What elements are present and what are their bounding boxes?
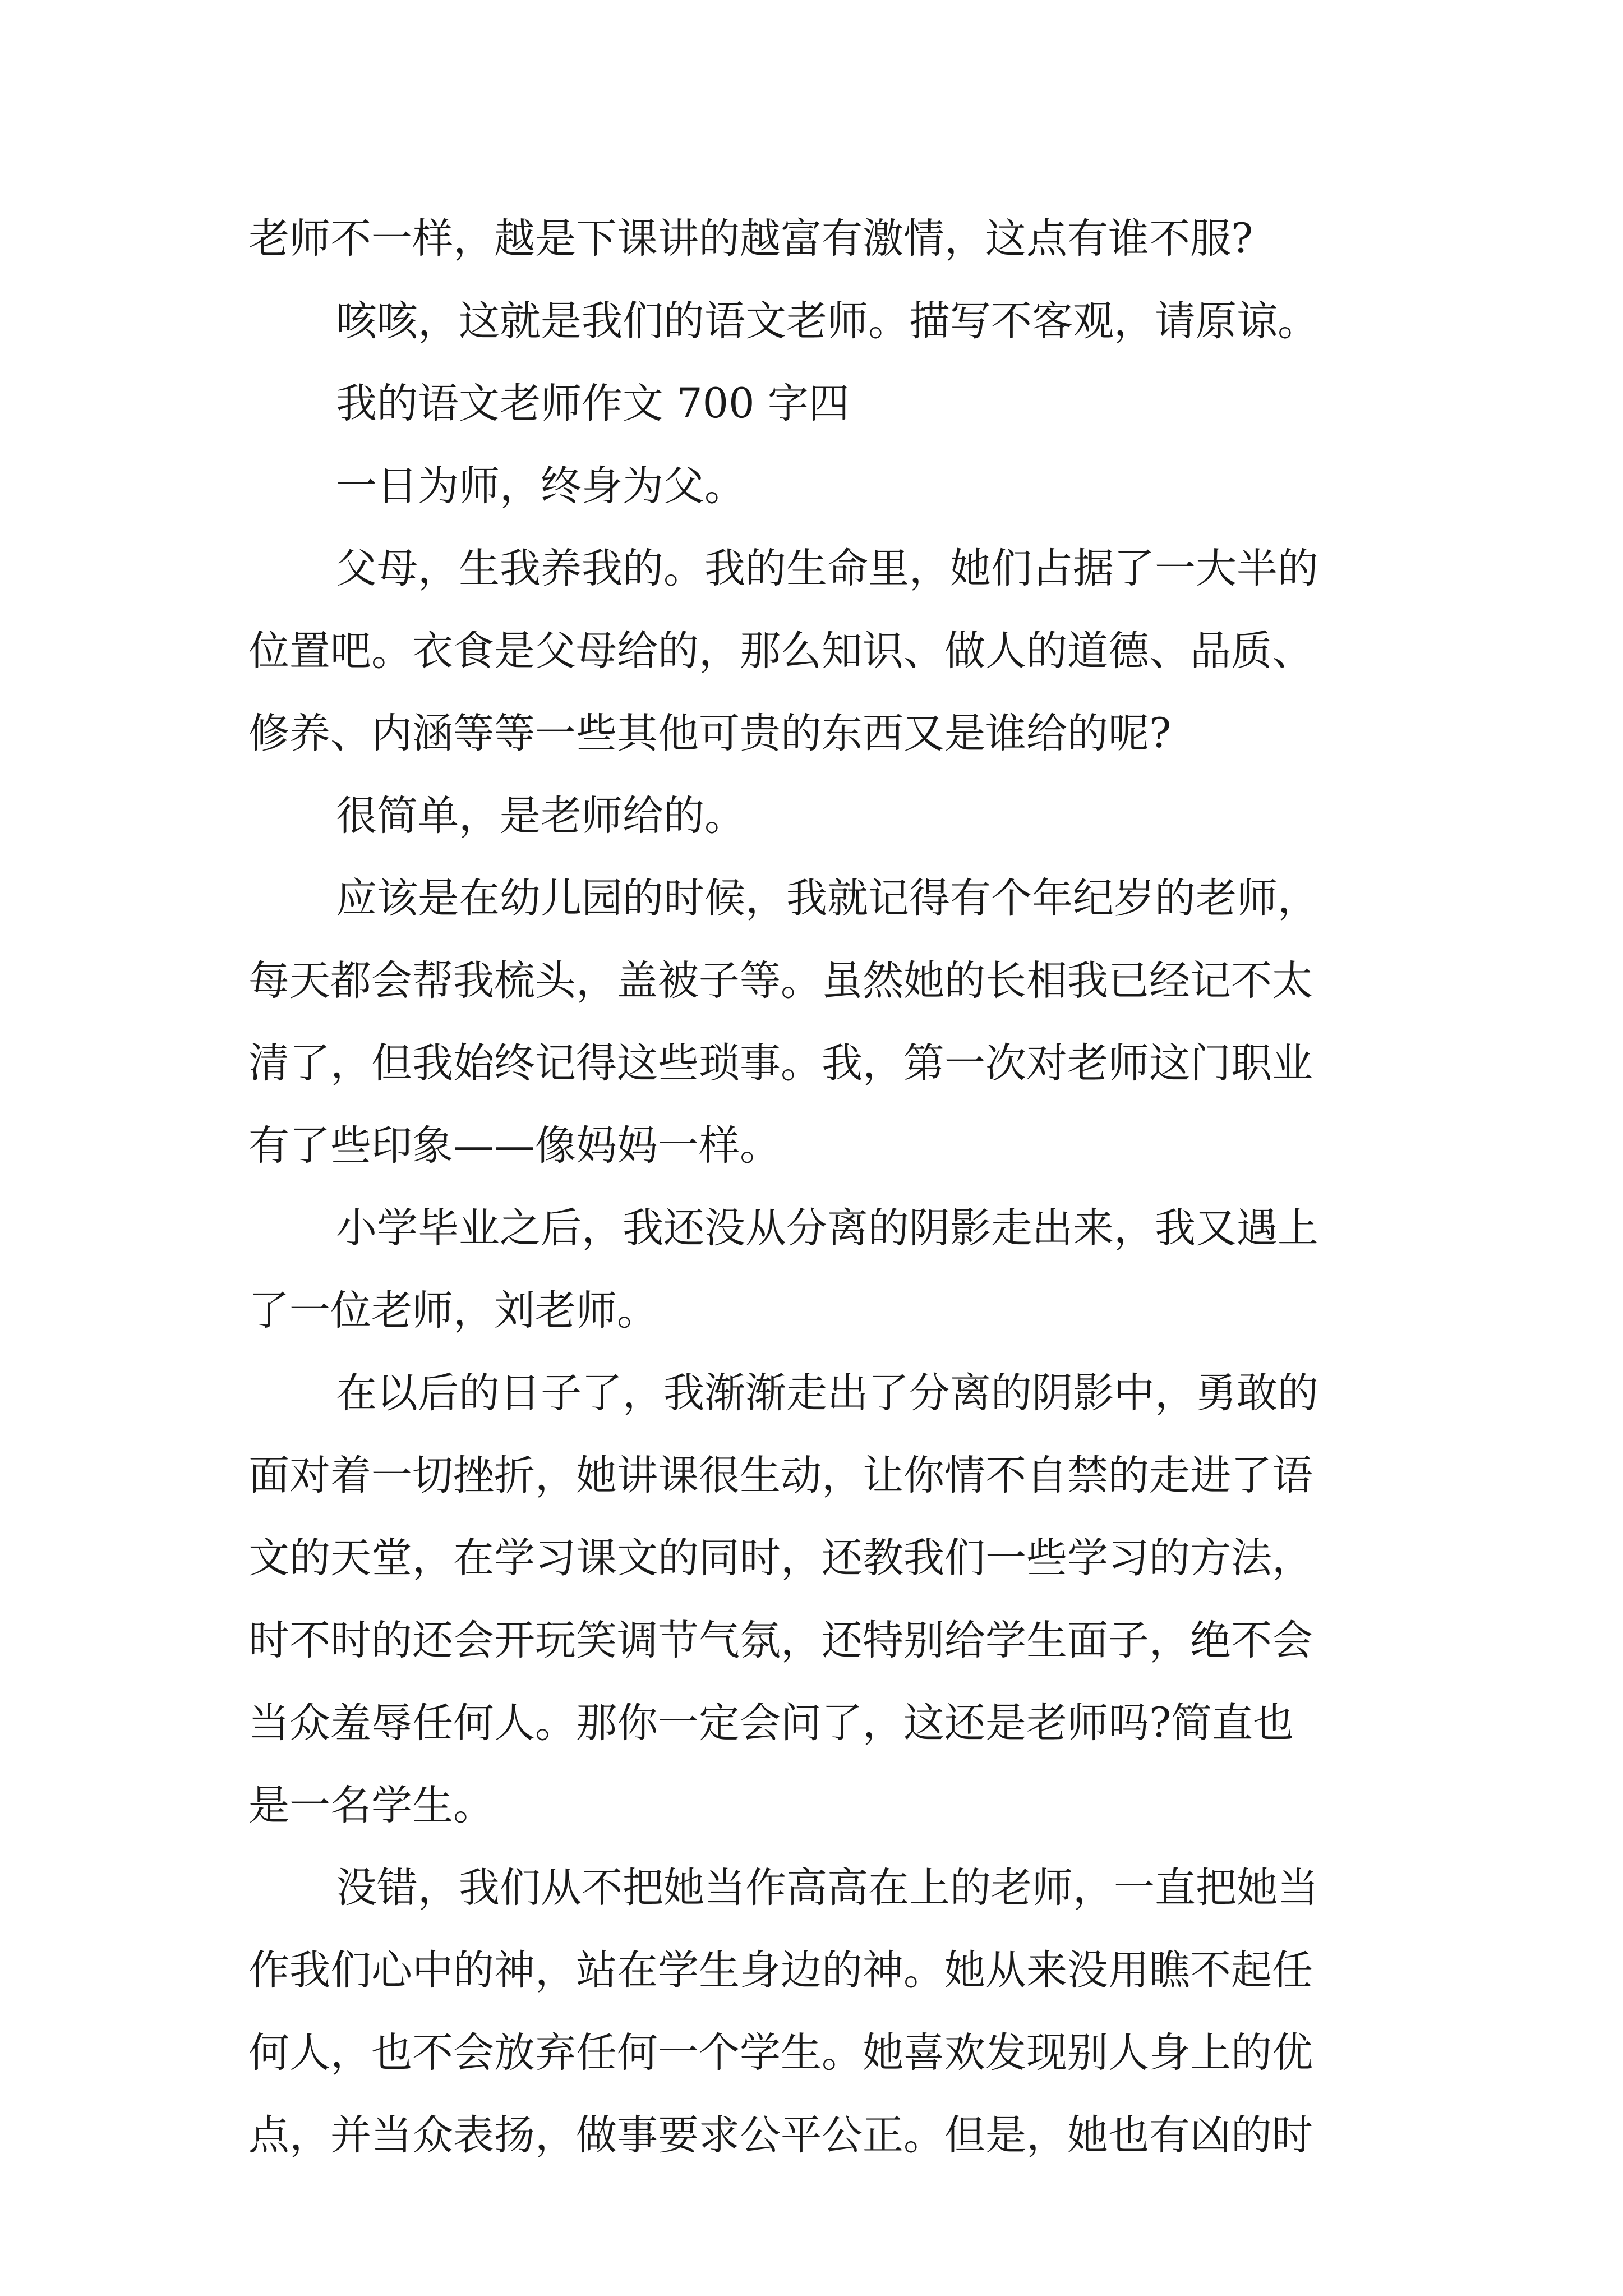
text-line: 清了，但我始终记得这些琐事。我，第一次对老师这门职业: [248, 1039, 1313, 1087]
text-line: 应该是在幼儿园的时候，我就记得有个年纪岁的老师，: [336, 875, 1318, 922]
text-line: 时不时的还会开玩笑调节气氛，还特别给学生面子，绝不会: [248, 1617, 1313, 1664]
section-heading: 我的语文老师作文 700 字四: [336, 380, 850, 427]
text-line: 没错，我们从不把她当作高高在上的老师，一直把她当: [336, 1864, 1318, 1912]
text-line: 作我们心中的神，站在学生身边的神。她从来没用瞧不起任: [248, 1947, 1313, 1994]
text-line: 修养、内涵等等一些其他可贵的东西又是谁给的呢?: [248, 710, 1172, 757]
text-line: 很简单，是老师给的。: [336, 792, 745, 840]
text-line: 咳咳，这就是我们的语文老师。描写不客观，请原谅。: [336, 297, 1318, 345]
text-line: 了一位老师，刘老师。: [248, 1287, 658, 1335]
text-line: 小学毕业之后，我还没从分离的阴影走出来，我又遇上: [336, 1204, 1318, 1252]
text-line: 是一名学生。: [248, 1782, 494, 1829]
text-line: 当众羞辱任何人。那你一定会问了，这还是老师吗?简直也: [248, 1699, 1294, 1747]
text-line: 点，并当众表扬，做事要求公平公正。但是，她也有凶的时: [248, 2111, 1313, 2159]
text-line: 有了些印象——像妈妈一样。: [248, 1122, 781, 1170]
text-line: 父母，生我养我的。我的生命里，她们占据了一大半的: [336, 545, 1318, 592]
text-line: 位置吧。衣食是父母给的，那么知识、做人的道德、品质、: [248, 627, 1313, 675]
text-line: 何人，也不会放弃任何一个学生。她喜欢发现别人身上的优: [248, 2029, 1313, 2077]
text-line: 每天都会帮我梳头，盖被子等。虽然她的长相我已经记不太: [248, 957, 1313, 1005]
text-line: 在以后的日子了，我渐渐走出了分离的阴影中，勇敢的: [336, 1369, 1318, 1417]
text-line: 老师不一样，越是下课讲的越富有激情，这点有谁不服?: [248, 215, 1253, 263]
text-line: 面对着一切挫折，她讲课很生动，让你情不自禁的走进了语: [248, 1452, 1313, 1499]
text-line: 一日为师，终身为父。: [336, 462, 745, 510]
text-line: 文的天堂，在学习课文的同时，还教我们一些学习的方法，: [248, 1534, 1313, 1582]
document-body: [248, 197, 1398, 2177]
